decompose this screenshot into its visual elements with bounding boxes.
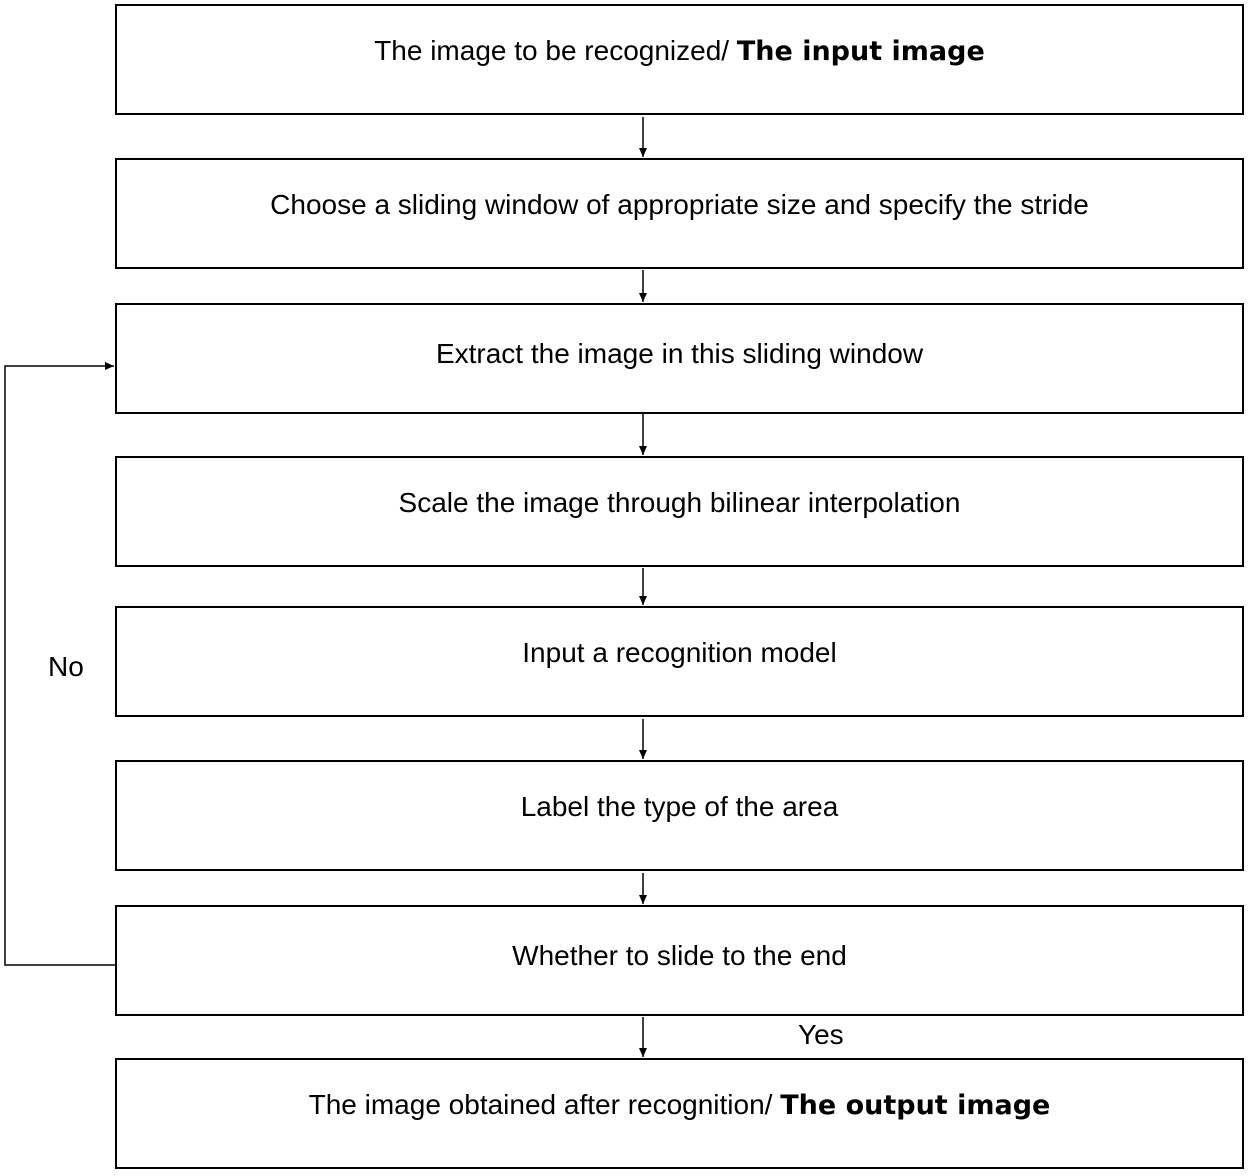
step-text: The image to be recognized/ [374, 35, 737, 66]
step-bold-text: The input image [736, 36, 985, 67]
step-text: Scale the image through bilinear interpolation [398, 487, 961, 518]
step-box-extract-image [115, 303, 1244, 414]
step-label [117, 790, 1242, 824]
exit-label-yes: Yes [798, 1019, 844, 1050]
step-label [117, 486, 1242, 520]
step-label [117, 188, 1242, 222]
step-label [117, 337, 1242, 371]
step-label [117, 636, 1242, 670]
step-label [117, 34, 1242, 69]
step-box-choose-window [115, 158, 1244, 269]
step-box-output-image [115, 1058, 1244, 1169]
step-box-decision-end [115, 905, 1244, 1016]
step-box-input-image [115, 4, 1244, 115]
step-text: Choose a sliding window of appropriate size and specify the stride [270, 189, 1089, 220]
step-bold-text: The output image [780, 1090, 1051, 1121]
step-text: Extract the image in this sliding window [435, 338, 924, 369]
step-box-scale-image [115, 456, 1244, 567]
step-label [117, 1088, 1242, 1123]
step-box-recognition-model [115, 606, 1244, 717]
step-box-label-area [115, 760, 1244, 871]
step-label [117, 939, 1242, 973]
loop-label-no: No [48, 651, 84, 682]
step-text: Input a recognition model [522, 637, 837, 668]
step-text: Label the type of the area [520, 791, 839, 822]
step-text: The image obtained after recognition/ [308, 1089, 781, 1120]
step-text: Whether to slide to the end [512, 940, 847, 971]
